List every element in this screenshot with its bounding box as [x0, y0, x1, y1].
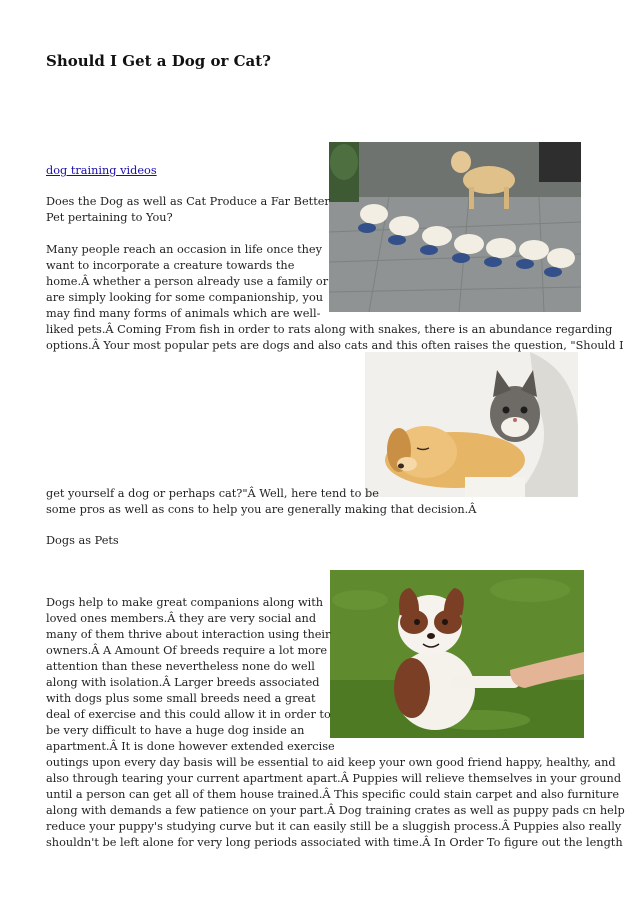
paragraph-line: also through tearing your current apartment apart.Â Puppies will relieve themselves in your ground — [46, 772, 622, 785]
paragraph-line: options.Â Your most popular pets are dogs and also cats and this often raises the question, "Should I — [46, 339, 624, 352]
paragraph-line: some pros as well as cons to help you are generally making that decision.Â — [46, 503, 477, 516]
paragraph-line: apartment.Â It is done however extended exercise — [46, 740, 335, 753]
puppy-and-kitten-photo — [365, 352, 578, 497]
paragraph-line: want to incorporate a creature towards the — [46, 259, 295, 272]
paragraph-line: many of them thrive about interaction using their — [46, 628, 331, 641]
paragraph-line: home.Â whether a person already use a family or — [46, 275, 329, 288]
dog-shaking-paw-photo — [330, 570, 584, 738]
paragraph-line: Dogs help to make great companions along with — [46, 596, 324, 609]
paragraph-line: may find many forms of animals which are well- — [46, 307, 321, 320]
paragraph-line: attention than these nevertheless none do well — [46, 660, 315, 673]
paragraph-line: with dogs plus some small breeds need a great — [46, 692, 316, 705]
dog-training-videos-link[interactable]: dog training videos — [46, 164, 157, 177]
paragraph-line: deal of exercise and this could allow it in order to — [46, 708, 331, 721]
paragraph-line: get yourself a dog or perhaps cat?"Â Well, here tend to be — [46, 487, 379, 500]
paragraph-line: shouldn't be left alone for very long periods associated with time.Â In Order To figure out the length — [46, 836, 623, 849]
paragraph-line: Pet pertaining to You? — [46, 211, 173, 224]
paragraph-line: along with isolation.Â Larger breeds associated — [46, 676, 320, 689]
paragraph-line: liked pets.Â Coming From fish in order to rats along with snakes, there is an abundance regarding — [46, 323, 613, 336]
paragraph-line: loved ones members.Â they are very social and — [46, 612, 317, 625]
page-title: Should I Get a Dog or Cat? — [46, 52, 271, 70]
paragraph-line: Many people reach an occasion in life once they — [46, 243, 323, 256]
paragraph-line: along with demands a few patience on your part.Â Dog training crates as well as puppy pads cn help — [46, 804, 625, 817]
section-heading: Dogs as Pets — [46, 534, 119, 547]
paragraph-line: owners.Â A Amount Of breeds require a lot more — [46, 644, 328, 657]
paragraph-line: outings upon every day basis will be essential to aid keep your own good friend happy, healthy, and — [46, 756, 616, 769]
paragraph-line: be very difficult to have a huge dog inside an — [46, 724, 305, 737]
paragraph-line: Does the Dog as well as Cat Produce a Far Better — [46, 195, 330, 208]
paragraph-line: are simply looking for some companionship, you — [46, 291, 324, 304]
paragraph-line: reduce your puppy's studying curve but it can easily still be a sluggish process.Â Puppies also really — [46, 820, 622, 833]
puppies-eating-photo — [329, 142, 581, 312]
paragraph-line: until a person can get all of them house trained.Â This specific could stain carpet and also furniture — [46, 788, 620, 801]
